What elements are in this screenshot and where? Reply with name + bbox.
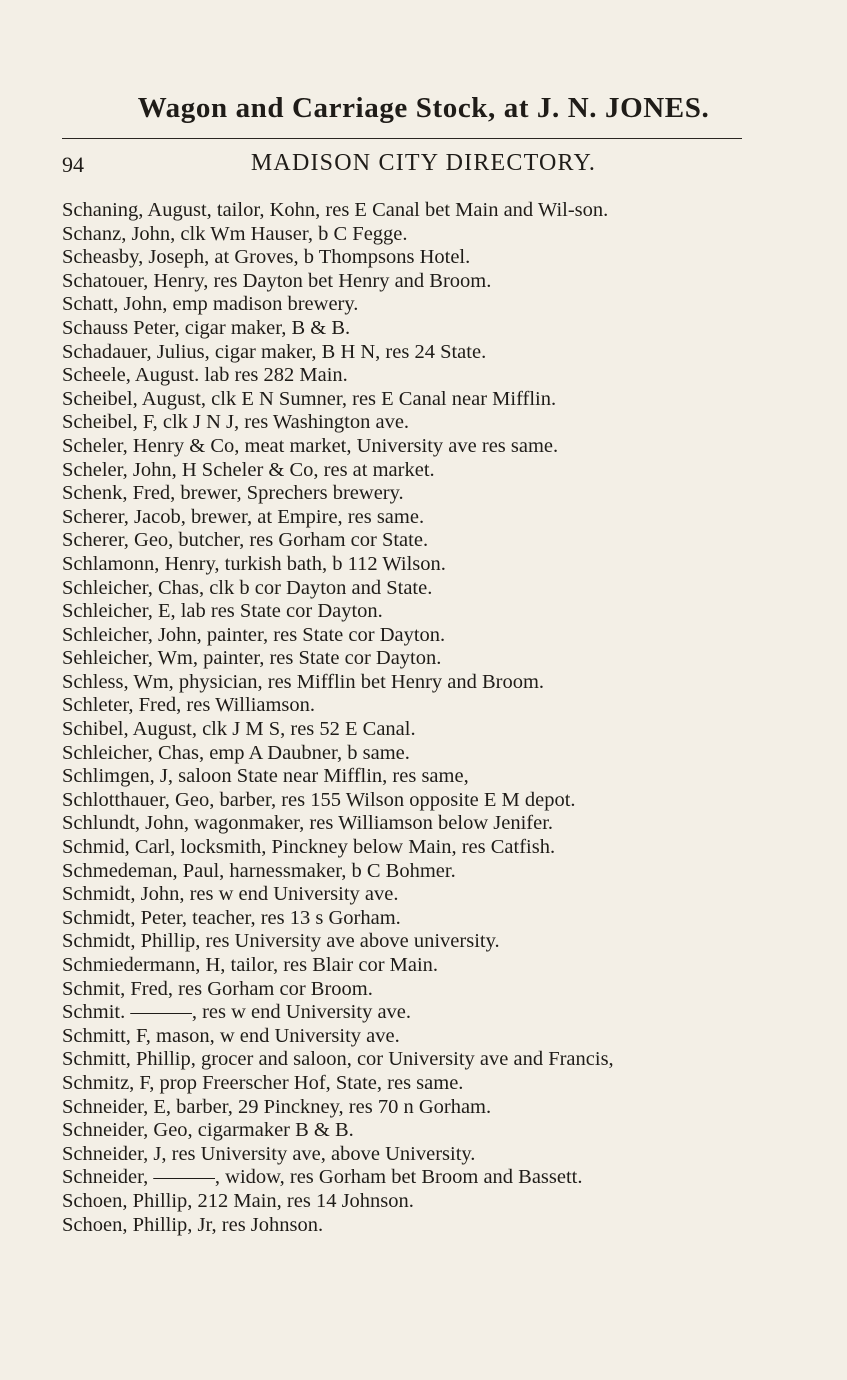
directory-entry: Schanz, John, clk Wm Hauser, b C Fegge. <box>62 222 408 245</box>
directory-entry: Schmitt, Phillip, grocer and saloon, cor University ave and Francis, <box>62 1048 614 1071</box>
directory-entry: Schneider, E, barber, 29 Pinckney, res 70 n Gorham. <box>62 1095 492 1118</box>
directory-entry: Schmidt, Phillip, res University ave above university. <box>62 930 500 953</box>
directory-entry: Schmitt, F, mason, w end University ave. <box>62 1024 400 1047</box>
directory-entry: Scheele, August. lab res 282 Main. <box>62 364 348 387</box>
directory-entry: Schleicher, Chas, clk b cor Dayton and State. <box>62 576 433 599</box>
directory-entry: Schatt, John, emp madison brewery. <box>62 293 359 316</box>
directory-entry: Schmit. ———, res w end University ave. <box>62 1001 412 1024</box>
directory-entry: Schleicher, John, painter, res State cor Dayton. <box>62 623 446 646</box>
directory-entry: Scheibel, F, clk J N J, res Washington ave. <box>62 411 410 434</box>
header-rule <box>62 138 742 139</box>
directory-entry: Schneider, ———, widow, res Gorham bet Broom and Bassett. <box>62 1166 583 1189</box>
directory-entry: Scheibel, August, clk E N Sumner, res E Canal near Mifflin. <box>62 387 557 410</box>
directory-entry: Schibel, August, clk J M S, res 52 E Canal. <box>62 718 416 741</box>
directory-entry: Schauss Peter, cigar maker, B & B. <box>62 316 351 339</box>
directory-entry: Schoen, Phillip, 212 Main, res 14 Johnson. <box>62 1189 414 1212</box>
directory-entry: Schlimgen, J, saloon State near Mifflin, res same, <box>62 765 469 788</box>
directory-entry: Schneider, Geo, cigarmaker B & B. <box>62 1119 354 1142</box>
directory-entry: Schlotthauer, Geo, barber, res 155 Wilson opposite E M depot. <box>62 788 576 811</box>
directory-entry: Schoen, Phillip, Jr, res Johnson. <box>62 1213 324 1236</box>
directory-entry: Schleter, Fred, res Williamson. <box>62 694 316 717</box>
page-number: 94 <box>62 152 84 177</box>
directory-entry: Scherer, Jacob, brewer, at Empire, res same. <box>62 505 425 528</box>
page-title: MADISON CITY DIRECTORY. <box>250 150 597 176</box>
directory-entry: Sehleicher, Wm, painter, res State cor Dayton. <box>62 647 442 670</box>
advertisement-header: Wagon and Carriage Stock, at J. N. JONES. <box>137 92 710 124</box>
directory-entry: Schenk, Fred, brewer, Sprechers brewery. <box>62 482 404 505</box>
directory-entry: Schmedeman, Paul, harnessmaker, b C Bohmer. <box>62 859 456 882</box>
directory-entry: Scheler, John, H Scheler & Co, res at market. <box>62 458 435 481</box>
directory-entry: Schleicher, Chas, emp A Daubner, b same. <box>62 741 410 764</box>
directory-entry: Schmidt, John, res w end University ave. <box>62 883 399 906</box>
directory-entry: Schmit, Fred, res Gorham cor Broom. <box>62 977 373 1000</box>
directory-entry: Schleicher, E, lab res State cor Dayton. <box>62 600 383 623</box>
directory-entry: Schmidt, Peter, teacher, res 13 s Gorham. <box>62 906 401 929</box>
directory-entry: Schmitz, F, prop Freerscher Hof, State, res same. <box>62 1071 464 1094</box>
directory-entry: Schless, Wm, physician, res Mifflin bet Henry and Broom. <box>62 670 545 693</box>
directory-entry: Schaning, August, tailor, Kohn, res E Canal bet Main and Wil-son. <box>62 199 609 221</box>
directory-entry: Schadauer, Julius, cigar maker, B H N, res 24 State. <box>62 340 487 363</box>
directory-entry: Scherer, Geo, butcher, res Gorham cor State. <box>62 529 429 552</box>
directory-entry: Schneider, J, res University ave, above University. <box>62 1142 476 1165</box>
directory-entries <box>62 199 752 1237</box>
directory-entry: Schmid, Carl, locksmith, Pinckney below Main, res Catfish. <box>62 836 556 859</box>
directory-entry: Schmiedermann, H, tailor, res Blair cor Main. <box>62 954 439 976</box>
directory-entry: Schatouer, Henry, res Dayton bet Henry and Broom. <box>62 269 492 292</box>
directory-entry: Scheasby, Joseph, at Groves, b Thompsons Hotel. <box>62 246 471 269</box>
directory-entry: Schlamonn, Henry, turkish bath, b 112 Wilson. <box>62 552 446 575</box>
directory-entry: Scheler, Henry & Co, meat market, University ave res same. <box>62 434 559 457</box>
directory-entry: Schlundt, John, wagonmaker, res Williamson below Jenifer. <box>62 812 554 835</box>
